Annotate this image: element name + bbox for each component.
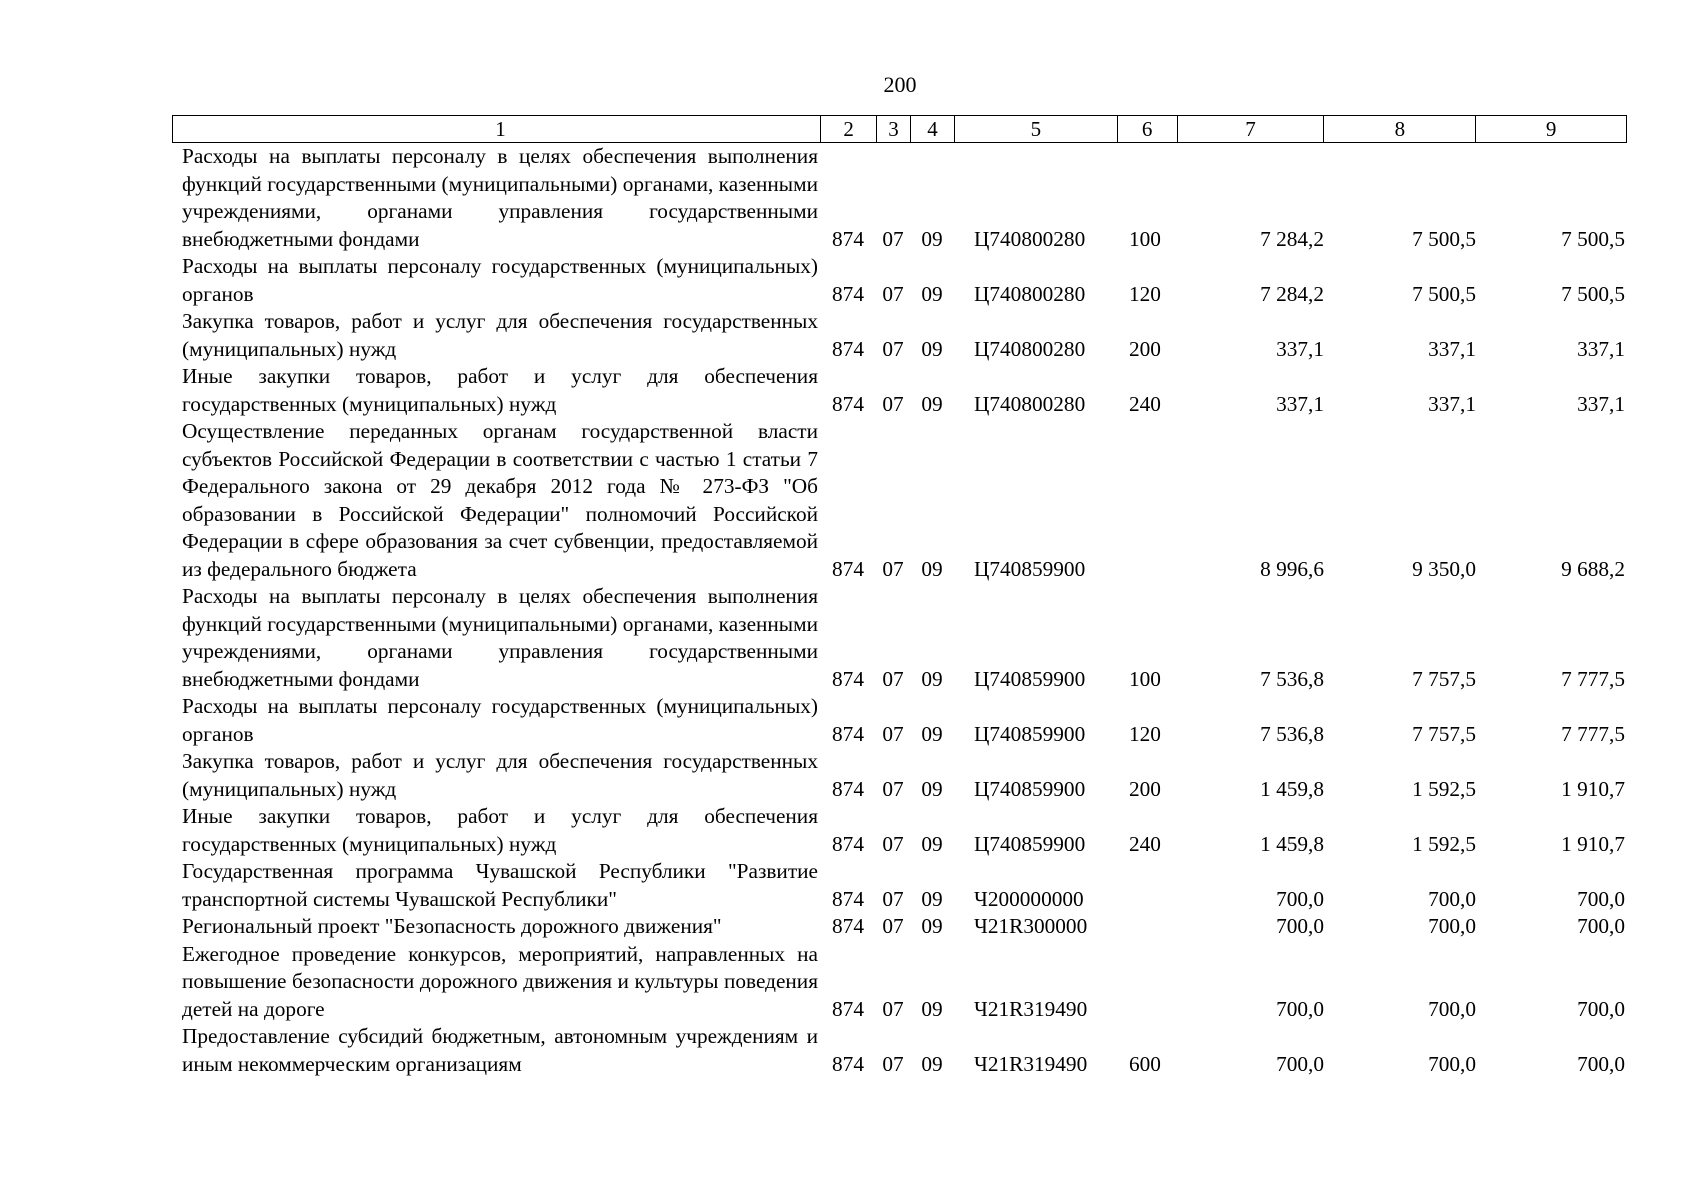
header-col-5: 5 [954,116,1117,142]
amount-col-7: 1 459,8 [1260,776,1324,801]
amount-col-9: 7 500,5 [1561,226,1625,251]
target-article: Ц740859900 [974,556,1086,581]
section-code: 07 [882,886,904,911]
target-article: Ч21R319490 [974,996,1088,1021]
section-code: 07 [882,721,904,746]
amount-col-8: 337,1 [1428,391,1476,416]
amount-col-8: 7 757,5 [1412,666,1476,691]
admin-code: 874 [832,721,864,746]
header-col-4: 4 [910,116,954,142]
amount-col-9: 9 688,2 [1561,556,1625,581]
section-code: 07 [882,1051,904,1076]
amount-col-8: 9 350,0 [1412,556,1476,581]
header-col-3: 3 [876,116,910,142]
admin-code: 874 [832,226,864,251]
subsection-code: 09 [921,1051,943,1076]
expense-type: 600 [1129,1051,1161,1076]
subsection-code: 09 [921,556,943,581]
subsection-code: 09 [921,226,943,251]
admin-code: 874 [832,666,864,691]
table-row [172,748,1627,803]
subsection-code: 09 [921,831,943,856]
subsection-code: 09 [921,721,943,746]
table-row [172,1023,1627,1078]
amount-col-9: 700,0 [1577,1051,1625,1076]
amount-col-8: 7 500,5 [1412,281,1476,306]
admin-code: 874 [832,281,864,306]
amount-col-8: 7 757,5 [1412,721,1476,746]
row-description: Расходы на выплаты персоналу в целях обеспечения выполнения функций государственными (муниципальными) органами, казенными учреждениями, органами управления государственными внебюджетными фондами [182,584,818,691]
row-description: Иные закупки товаров, работ и услуг для обеспечения государственных (муниципальных) нужд [182,364,818,416]
amount-col-9: 337,1 [1577,336,1625,361]
table-row [172,418,1627,583]
table-row [172,858,1627,913]
expense-type: 240 [1129,391,1161,416]
table-row [172,308,1627,363]
expense-type: 120 [1129,721,1161,746]
admin-code: 874 [832,336,864,361]
amount-col-7: 8 996,6 [1260,556,1324,581]
amount-col-8: 1 592,5 [1412,776,1476,801]
amount-col-7: 7 284,2 [1260,226,1324,251]
amount-col-9: 7 777,5 [1561,721,1625,746]
amount-col-7: 700,0 [1276,886,1324,911]
expense-type: 100 [1129,226,1161,251]
subsection-code: 09 [921,914,943,938]
admin-code: 874 [832,556,864,581]
amount-col-7: 700,0 [1276,1051,1324,1076]
admin-code: 874 [832,886,864,911]
amount-col-8: 700,0 [1428,996,1476,1021]
target-article: Ц740859900 [974,721,1086,746]
target-article: Ц740859900 [974,776,1086,801]
amount-col-7: 337,1 [1276,336,1324,361]
target-article: Ч21R319490 [974,1051,1088,1076]
amount-col-8: 337,1 [1428,336,1476,361]
expense-type: 240 [1129,831,1161,856]
target-article: Ц740800280 [974,281,1086,306]
table-row [172,941,1627,1024]
section-code: 07 [882,914,904,938]
section-code: 07 [882,336,904,361]
admin-code: 874 [832,776,864,801]
target-article: Ц740800280 [974,336,1086,361]
table-row [172,253,1627,308]
expense-type: 120 [1129,281,1161,306]
expense-type: 200 [1129,776,1161,801]
amount-col-9: 1 910,7 [1561,776,1625,801]
amount-col-7: 337,1 [1276,391,1324,416]
header-col-6: 6 [1117,116,1177,142]
amount-col-8: 7 500,5 [1412,226,1476,251]
table-row [172,693,1627,748]
row-description: Региональный проект "Безопасность дорожного движения" [182,914,722,938]
subsection-code: 09 [921,776,943,801]
section-code: 07 [882,556,904,581]
subsection-code: 09 [921,336,943,361]
header-col-1: 1 [495,117,506,141]
admin-code: 874 [832,391,864,416]
row-description: Расходы на выплаты персоналу государственных (муниципальных) органов [182,254,818,306]
admin-code: 874 [832,996,864,1021]
amount-col-7: 7 536,8 [1260,721,1324,746]
subsection-code: 09 [921,281,943,306]
amount-col-9: 7 777,5 [1561,666,1625,691]
table-body [172,143,1627,1078]
target-article: Ч21R300000 [974,914,1088,938]
amount-col-9: 700,0 [1577,996,1625,1021]
table-row [172,363,1627,418]
subsection-code: 09 [921,996,943,1021]
target-article: Ц740859900 [974,831,1086,856]
section-code: 07 [882,996,904,1021]
row-description: Ежегодное проведение конкурсов, мероприятий, направленных на повышение безопасности дорожного движения и культуры поведения детей на дороге [182,941,818,1021]
expense-type: 100 [1129,666,1161,691]
expense-type: 200 [1129,336,1161,361]
row-description: Государственная программа Чувашской Республики "Развитие транспортной системы Чувашской Республики" [182,859,818,911]
target-article: Ц740800280 [974,226,1086,251]
amount-col-8: 700,0 [1428,886,1476,911]
amount-col-8: 1 592,5 [1412,831,1476,856]
admin-code: 874 [832,914,864,938]
amount-col-7: 1 459,8 [1260,831,1324,856]
row-description: Расходы на выплаты персоналу государственных (муниципальных) органов [182,694,818,746]
section-code: 07 [882,281,904,306]
section-code: 07 [882,391,904,416]
section-code: 07 [882,831,904,856]
section-code: 07 [882,776,904,801]
amount-col-9: 337,1 [1577,391,1625,416]
header-col-9: 9 [1475,116,1626,142]
amount-col-7: 700,0 [1276,914,1324,938]
amount-col-9: 1 910,7 [1561,831,1625,856]
page-number: 200 [883,72,917,97]
amount-col-7: 7 536,8 [1260,666,1324,691]
subsection-code: 09 [921,666,943,691]
header-col-7: 7 [1177,116,1324,142]
row-description: Осуществление переданных органам государственной власти субъектов Российской Федерации в соответствии с частью 1 статьи 7 Федерального закона от 29 декабря 2012 года № 273-ФЗ "Об образовании в Российской Федерации" полномочий Российской Федерации в сфере образования за счет субвенции, предоставляемой из федерального бюджета [182,419,818,581]
table-row [172,803,1627,858]
subsection-code: 09 [921,391,943,416]
amount-col-7: 7 284,2 [1260,281,1324,306]
row-description: Расходы на выплаты персоналу в целях обеспечения выполнения функций государственными (муниципальными) органами, казенными учреждениями, органами управления государственными внебюджетными фондами [182,144,818,251]
admin-code: 874 [832,831,864,856]
target-article: Ч200000000 [974,886,1084,911]
table-row [172,143,1627,253]
subsection-code: 09 [921,886,943,911]
table-row [172,583,1627,693]
header-col-2: 2 [820,116,876,142]
admin-code: 874 [832,1051,864,1076]
amount-col-8: 700,0 [1428,914,1476,938]
amount-col-7: 700,0 [1276,996,1324,1021]
row-description: Закупка товаров, работ и услуг для обеспечения государственных (муниципальных) нужд [182,749,818,801]
section-code: 07 [882,666,904,691]
table-header [172,115,1627,143]
row-description: Иные закупки товаров, работ и услуг для обеспечения государственных (муниципальных) нужд [182,804,818,856]
section-code: 07 [882,226,904,251]
target-article: Ц740859900 [974,666,1086,691]
target-article: Ц740800280 [974,391,1086,416]
amount-col-9: 700,0 [1577,886,1625,911]
header-col-8: 8 [1323,116,1475,142]
amount-col-8: 700,0 [1428,1051,1476,1076]
budget-table [172,115,1627,1078]
table-row [172,913,1627,941]
row-description: Предоставление субсидий бюджетным, автономным учреждениям и иным некоммерческим организациям [182,1024,818,1076]
amount-col-9: 700,0 [1577,914,1625,938]
row-description: Закупка товаров, работ и услуг для обеспечения государственных (муниципальных) нужд [182,309,818,361]
amount-col-9: 7 500,5 [1561,281,1625,306]
